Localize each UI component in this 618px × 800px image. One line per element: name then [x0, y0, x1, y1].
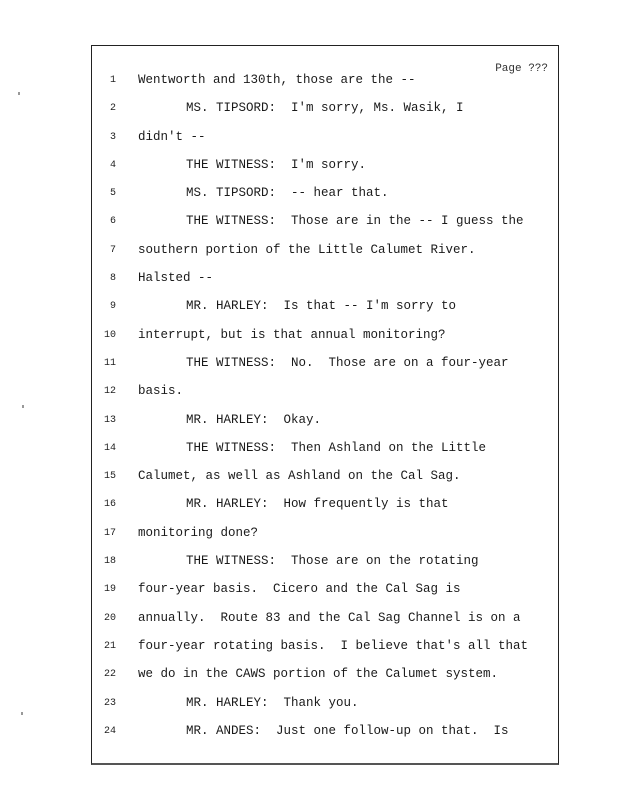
line-number: 22	[103, 669, 116, 681]
transcript-line	[92, 638, 558, 666]
line-number: 5	[109, 188, 116, 200]
transcript-line	[92, 72, 558, 100]
transcript-line	[92, 213, 558, 241]
line-number: 3	[109, 131, 116, 143]
line-number: 18	[103, 556, 116, 568]
transcript-line	[92, 553, 558, 581]
page-number: Page ???	[495, 63, 548, 75]
line-text: southern portion of the Little Calumet River.	[138, 242, 476, 257]
line-number: 10	[103, 329, 116, 341]
line-text: we do in the CAWS portion of the Calumet system.	[138, 667, 499, 682]
transcript-line	[92, 496, 558, 524]
line-number: 20	[103, 612, 116, 624]
transcript-line	[92, 695, 558, 723]
line-number: 11	[103, 357, 116, 369]
line-number: 17	[103, 527, 116, 539]
line-text: THE WITNESS: No. Those are on a four-year	[186, 355, 509, 370]
line-text: THE WITNESS: Those are in the -- I guess the	[186, 214, 524, 229]
line-text: didn't --	[138, 129, 206, 144]
line-text: interrupt, but is that annual monitoring?	[138, 327, 446, 342]
line-text: MR. HARLEY: Okay.	[186, 412, 322, 427]
line-number: 15	[103, 471, 116, 483]
transcript-page	[91, 45, 559, 765]
line-number: 23	[103, 697, 116, 709]
line-number: 14	[103, 442, 116, 454]
line-text: MS. TIPSORD: I'm sorry, Ms. Wasik, I	[186, 101, 464, 116]
transcript-line	[92, 525, 558, 553]
transcript-line	[92, 242, 558, 270]
transcript-line	[92, 383, 558, 411]
line-text: THE WITNESS: Then Ashland on the Little	[186, 440, 487, 455]
transcript-line	[92, 270, 558, 298]
transcript-line	[92, 185, 558, 213]
line-text: four-year basis. Cicero and the Cal Sag is	[138, 582, 461, 597]
line-text: Calumet, as well as Ashland on the Cal Sag.	[138, 469, 461, 484]
line-number: 4	[109, 159, 116, 171]
line-text: MR. HARLEY: Is that -- I'm sorry to	[186, 299, 457, 314]
transcript-line	[92, 157, 558, 185]
line-text: MR. HARLEY: How frequently is that	[186, 497, 449, 512]
line-text: MR. HARLEY: Thank you.	[186, 695, 359, 710]
line-number: 9	[109, 301, 116, 313]
transcript-lines	[92, 72, 558, 751]
line-number: 7	[109, 244, 116, 256]
line-number: 19	[103, 584, 116, 596]
transcript-line	[92, 100, 558, 128]
transcript-line	[92, 129, 558, 157]
transcript-line	[92, 468, 558, 496]
transcript-line	[92, 666, 558, 694]
transcript-line	[92, 581, 558, 609]
line-number: 16	[103, 499, 116, 511]
line-number: 2	[109, 103, 116, 115]
transcript-line	[92, 355, 558, 383]
line-text: annually. Route 83 and the Cal Sag Channel is on a	[138, 610, 521, 625]
line-text: Halsted --	[138, 271, 214, 286]
line-text: MS. TIPSORD: -- hear that.	[186, 186, 389, 201]
line-text: four-year rotating basis. I believe that's all that	[138, 638, 529, 653]
line-number: 24	[103, 725, 116, 737]
line-number: 8	[109, 273, 116, 285]
line-text: monitoring done?	[138, 525, 259, 540]
transcript-line	[92, 327, 558, 355]
transcript-line	[92, 412, 558, 440]
line-number: 1	[109, 75, 116, 86]
transcript-line	[92, 440, 558, 468]
scan-mark	[18, 92, 20, 95]
line-number: 12	[103, 386, 116, 398]
line-text: THE WITNESS: Those are on the rotating	[186, 554, 479, 569]
transcript-line	[92, 723, 558, 751]
line-number: 21	[103, 640, 116, 652]
line-number: 6	[109, 216, 116, 228]
line-text: THE WITNESS: I'm sorry.	[186, 157, 367, 172]
scan-mark	[21, 712, 23, 715]
transcript-line	[92, 610, 558, 638]
line-text: Wentworth and 130th, those are the --	[138, 73, 416, 87]
transcript-line	[92, 298, 558, 326]
line-text: MR. ANDES: Just one follow-up on that. Is	[186, 723, 509, 738]
line-number: 13	[103, 414, 116, 426]
scan-mark	[22, 405, 24, 408]
line-text: basis.	[138, 384, 184, 399]
